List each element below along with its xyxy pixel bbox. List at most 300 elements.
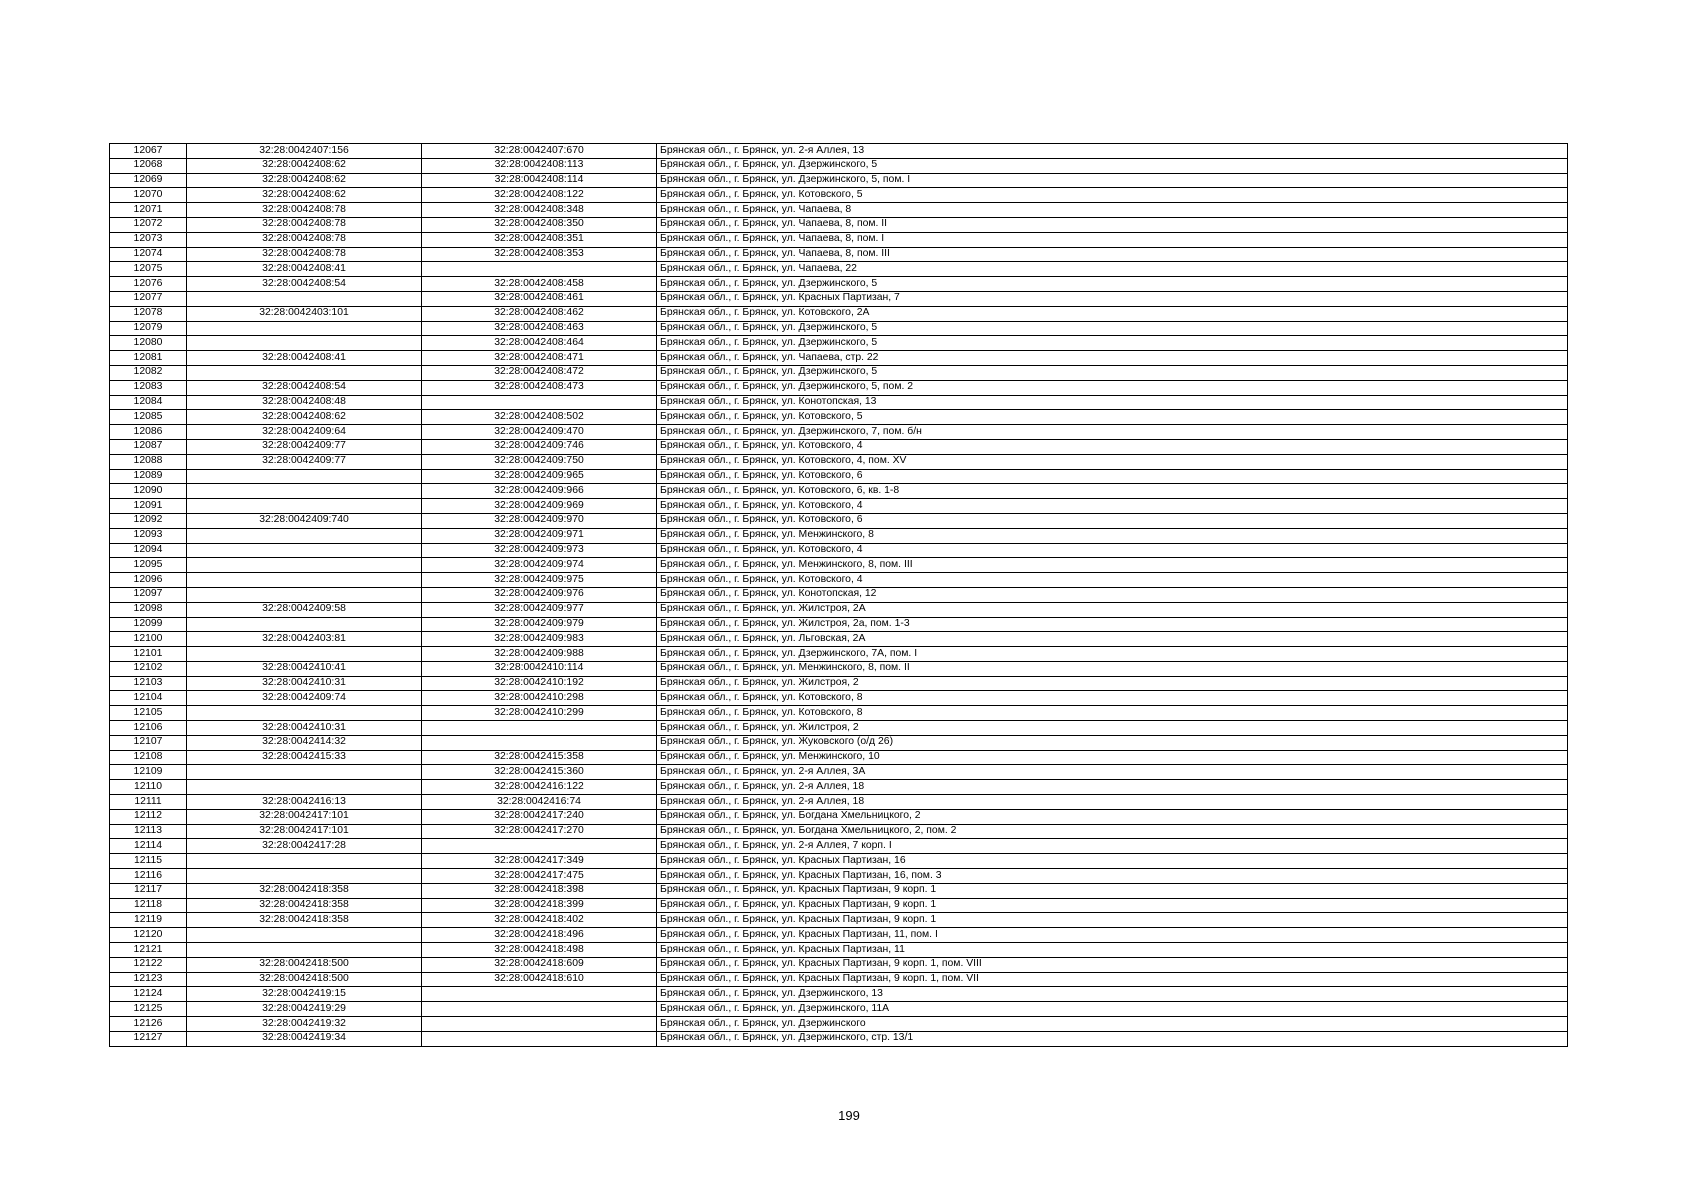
object-number-cell: 32:28:0042418:496 (422, 928, 657, 943)
land-parcel-number-cell (187, 558, 422, 573)
table-row (110, 765, 1568, 780)
row-number-cell: 12099 (110, 617, 187, 632)
object-number-cell: 32:28:0042418:498 (422, 943, 657, 958)
row-number-cell: 12101 (110, 647, 187, 662)
table-row (110, 217, 1568, 232)
address-cell: Брянская обл., г. Брянск, ул. 2-я Аллея, 13 (657, 144, 1568, 159)
object-number-cell (422, 839, 657, 854)
land-parcel-number-cell: 32:28:0042418:358 (187, 883, 422, 898)
row-number-cell: 12074 (110, 247, 187, 262)
row-number-cell: 12069 (110, 173, 187, 188)
table-row (110, 247, 1568, 262)
object-number-cell: 32:28:0042408:462 (422, 306, 657, 321)
land-parcel-number-cell: 32:28:0042408:78 (187, 203, 422, 218)
land-parcel-number-cell: 32:28:0042408:62 (187, 410, 422, 425)
object-number-cell: 32:28:0042408:461 (422, 291, 657, 306)
object-number-cell: 32:28:0042408:353 (422, 247, 657, 262)
object-number-cell: 32:28:0042407:670 (422, 144, 657, 159)
object-number-cell: 32:28:0042416:74 (422, 795, 657, 810)
land-parcel-number-cell: 32:28:0042418:500 (187, 972, 422, 987)
land-parcel-number-cell (187, 647, 422, 662)
land-parcel-number-cell: 32:28:0042417:101 (187, 809, 422, 824)
land-parcel-number-cell: 32:28:0042408:62 (187, 173, 422, 188)
row-number-cell: 12083 (110, 380, 187, 395)
address-cell: Брянская обл., г. Брянск, ул. Дзержинского, 5, пом. 2 (657, 380, 1568, 395)
table-row (110, 957, 1568, 972)
address-cell: Брянская обл., г. Брянск, ул. Жуковского (о/д 26) (657, 735, 1568, 750)
row-number-cell: 12075 (110, 262, 187, 277)
land-parcel-number-cell (187, 469, 422, 484)
address-cell: Брянская обл., г. Брянск, ул. Котовского, 6 (657, 469, 1568, 484)
table-row (110, 425, 1568, 440)
address-cell: Брянская обл., г. Брянск, ул. Дзержинского, 13 (657, 987, 1568, 1002)
object-number-cell: 32:28:0042408:113 (422, 158, 657, 173)
row-number-cell: 12114 (110, 839, 187, 854)
row-number-cell: 12085 (110, 410, 187, 425)
table-row (110, 158, 1568, 173)
row-number-cell: 12103 (110, 676, 187, 691)
object-number-cell: 32:28:0042417:349 (422, 854, 657, 869)
row-number-cell: 12117 (110, 883, 187, 898)
land-parcel-number-cell (187, 587, 422, 602)
land-parcel-number-cell: 32:28:0042408:54 (187, 380, 422, 395)
address-cell: Брянская обл., г. Брянск, ул. Котовского, 4 (657, 499, 1568, 514)
table-row (110, 661, 1568, 676)
address-cell: Брянская обл., г. Брянск, ул. Красных Партизан, 9 корп. 1 (657, 898, 1568, 913)
table-row (110, 854, 1568, 869)
object-number-cell: 32:28:0042408:463 (422, 321, 657, 336)
table-row (110, 943, 1568, 958)
land-parcel-number-cell (187, 854, 422, 869)
row-number-cell: 12086 (110, 425, 187, 440)
row-number-cell: 12115 (110, 854, 187, 869)
address-cell: Брянская обл., г. Брянск, ул. Дзержинского, 5 (657, 321, 1568, 336)
table-row (110, 839, 1568, 854)
table-row (110, 602, 1568, 617)
address-cell: Брянская обл., г. Брянск, ул. Красных Партизан, 9 корп. 1 (657, 883, 1568, 898)
row-number-cell: 12107 (110, 735, 187, 750)
row-number-cell: 12092 (110, 513, 187, 528)
table-row (110, 676, 1568, 691)
land-parcel-number-cell (187, 869, 422, 884)
object-number-cell: 32:28:0042409:976 (422, 587, 657, 602)
row-number-cell: 12126 (110, 1017, 187, 1032)
row-number-cell: 12070 (110, 188, 187, 203)
land-parcel-number-cell (187, 765, 422, 780)
row-number-cell: 12122 (110, 957, 187, 972)
address-cell: Брянская обл., г. Брянск, ул. Жилстроя, 2А (657, 602, 1568, 617)
object-number-cell: 32:28:0042409:965 (422, 469, 657, 484)
address-cell: Брянская обл., г. Брянск, ул. Дзержинского, 5 (657, 277, 1568, 292)
table-row (110, 972, 1568, 987)
row-number-cell: 12094 (110, 543, 187, 558)
land-parcel-number-cell (187, 365, 422, 380)
land-parcel-number-cell: 32:28:0042408:78 (187, 217, 422, 232)
table-row (110, 617, 1568, 632)
address-cell: Брянская обл., г. Брянск, ул. Котовского, 4 (657, 439, 1568, 454)
address-cell: Брянская обл., г. Брянск, ул. Дзержинского, 5 (657, 336, 1568, 351)
row-number-cell: 12087 (110, 439, 187, 454)
land-parcel-number-cell (187, 928, 422, 943)
land-parcel-number-cell: 32:28:0042415:33 (187, 750, 422, 765)
object-number-cell: 32:28:0042417:270 (422, 824, 657, 839)
address-cell: Брянская обл., г. Брянск, ул. Богдана Хмельницкого, 2, пом. 2 (657, 824, 1568, 839)
row-number-cell: 12071 (110, 203, 187, 218)
row-number-cell: 12068 (110, 158, 187, 173)
object-number-cell: 32:28:0042409:975 (422, 573, 657, 588)
row-number-cell: 12111 (110, 795, 187, 810)
object-number-cell: 32:28:0042408:473 (422, 380, 657, 395)
row-number-cell: 12081 (110, 351, 187, 366)
table-row (110, 750, 1568, 765)
object-number-cell (422, 987, 657, 1002)
table-row (110, 262, 1568, 277)
address-cell: Брянская обл., г. Брянск, ул. Котовского, 6 (657, 513, 1568, 528)
row-number-cell: 12109 (110, 765, 187, 780)
land-parcel-number-cell: 32:28:0042409:77 (187, 439, 422, 454)
table-row (110, 144, 1568, 159)
address-cell: Брянская обл., г. Брянск, ул. Красных Партизан, 9 корп. 1, пом. VII (657, 972, 1568, 987)
land-parcel-number-cell: 32:28:0042414:32 (187, 735, 422, 750)
address-cell: Брянская обл., г. Брянск, ул. Менжинского, 8, пом. II (657, 661, 1568, 676)
address-cell: Брянская обл., г. Брянск, ул. Конотопская, 13 (657, 395, 1568, 410)
table-row (110, 573, 1568, 588)
object-number-cell: 32:28:0042408:472 (422, 365, 657, 380)
land-parcel-number-cell: 32:28:0042403:101 (187, 306, 422, 321)
land-parcel-number-cell: 32:28:0042408:48 (187, 395, 422, 410)
table-row (110, 469, 1568, 484)
object-number-cell: 32:28:0042409:970 (422, 513, 657, 528)
land-parcel-number-cell: 32:28:0042419:29 (187, 1002, 422, 1017)
object-number-cell: 32:28:0042418:398 (422, 883, 657, 898)
table-row (110, 913, 1568, 928)
land-parcel-number-cell: 32:28:0042408:41 (187, 351, 422, 366)
row-number-cell: 12104 (110, 691, 187, 706)
table-row (110, 869, 1568, 884)
object-number-cell: 32:28:0042410:298 (422, 691, 657, 706)
row-number-cell: 12098 (110, 602, 187, 617)
table-row (110, 543, 1568, 558)
address-cell: Брянская обл., г. Брянск, ул. Котовского, 6, кв. 1-8 (657, 484, 1568, 499)
table-row (110, 291, 1568, 306)
land-parcel-number-cell: 32:28:0042409:74 (187, 691, 422, 706)
land-parcel-number-cell: 32:28:0042416:13 (187, 795, 422, 810)
object-number-cell: 32:28:0042409:988 (422, 647, 657, 662)
row-number-cell: 12084 (110, 395, 187, 410)
address-cell: Брянская обл., г. Брянск, ул. Чапаева, стр. 22 (657, 351, 1568, 366)
land-parcel-number-cell: 32:28:0042408:78 (187, 232, 422, 247)
address-cell: Брянская обл., г. Брянск, ул. Жилстроя, 2 (657, 721, 1568, 736)
table-row (110, 706, 1568, 721)
address-cell: Брянская обл., г. Брянск, ул. Чапаева, 8 (657, 203, 1568, 218)
land-parcel-number-cell (187, 528, 422, 543)
object-number-cell: 32:28:0042415:360 (422, 765, 657, 780)
table-row (110, 632, 1568, 647)
table-row (110, 795, 1568, 810)
object-number-cell: 32:28:0042417:240 (422, 809, 657, 824)
address-cell: Брянская обл., г. Брянск, ул. Красных Партизан, 16, пом. 3 (657, 869, 1568, 884)
address-cell: Брянская обл., г. Брянск, ул. Красных Партизан, 11 (657, 943, 1568, 958)
address-cell: Брянская обл., г. Брянск, ул. Котовского, 8 (657, 691, 1568, 706)
land-parcel-number-cell: 32:28:0042418:500 (187, 957, 422, 972)
table-row (110, 277, 1568, 292)
row-number-cell: 12112 (110, 809, 187, 824)
row-number-cell: 12123 (110, 972, 187, 987)
land-parcel-number-cell: 32:28:0042407:156 (187, 144, 422, 159)
land-parcel-number-cell (187, 617, 422, 632)
object-number-cell: 32:28:0042417:475 (422, 869, 657, 884)
address-cell: Брянская обл., г. Брянск, ул. 2-я Аллея, 18 (657, 795, 1568, 810)
land-parcel-number-cell (187, 499, 422, 514)
address-cell: Брянская обл., г. Брянск, ул. Дзержинского, 7А, пом. I (657, 647, 1568, 662)
table-row (110, 883, 1568, 898)
table-row (110, 824, 1568, 839)
land-parcel-number-cell: 32:28:0042417:28 (187, 839, 422, 854)
object-number-cell (422, 721, 657, 736)
address-cell: Брянская обл., г. Брянск, ул. Чапаева, 8, пом. III (657, 247, 1568, 262)
object-number-cell: 32:28:0042418:399 (422, 898, 657, 913)
registry-table (109, 143, 1568, 1047)
registry-table-body (110, 144, 1568, 1047)
address-cell: Брянская обл., г. Брянск, ул. Котовского, 4 (657, 543, 1568, 558)
address-cell: Брянская обл., г. Брянск, ул. Дзержинского, стр. 13/1 (657, 1031, 1568, 1046)
row-number-cell: 12082 (110, 365, 187, 380)
address-cell: Брянская обл., г. Брянск, ул. 2-я Аллея, 7 корп. I (657, 839, 1568, 854)
address-cell: Брянская обл., г. Брянск, ул. Дзержинского, 5 (657, 365, 1568, 380)
row-number-cell: 12124 (110, 987, 187, 1002)
table-row (110, 1017, 1568, 1032)
address-cell: Брянская обл., г. Брянск, ул. Менжинского, 8 (657, 528, 1568, 543)
land-parcel-number-cell: 32:28:0042409:58 (187, 602, 422, 617)
land-parcel-number-cell (187, 484, 422, 499)
table-row (110, 587, 1568, 602)
object-number-cell: 32:28:0042410:114 (422, 661, 657, 676)
object-number-cell (422, 735, 657, 750)
table-row (110, 809, 1568, 824)
row-number-cell: 12079 (110, 321, 187, 336)
row-number-cell: 12078 (110, 306, 187, 321)
object-number-cell: 32:28:0042408:122 (422, 188, 657, 203)
table-row (110, 721, 1568, 736)
address-cell: Брянская обл., г. Брянск, ул. Чапаева, 22 (657, 262, 1568, 277)
table-row (110, 691, 1568, 706)
land-parcel-number-cell: 32:28:0042410:31 (187, 676, 422, 691)
object-number-cell: 32:28:0042410:192 (422, 676, 657, 691)
object-number-cell (422, 1017, 657, 1032)
table-row (110, 232, 1568, 247)
object-number-cell: 32:28:0042409:983 (422, 632, 657, 647)
address-cell: Брянская обл., г. Брянск, ул. Дзержинского, 5 (657, 158, 1568, 173)
row-number-cell: 12072 (110, 217, 187, 232)
table-row (110, 203, 1568, 218)
row-number-cell: 12102 (110, 661, 187, 676)
land-parcel-number-cell: 32:28:0042409:64 (187, 425, 422, 440)
object-number-cell: 32:28:0042409:750 (422, 454, 657, 469)
row-number-cell: 12125 (110, 1002, 187, 1017)
land-parcel-number-cell: 32:28:0042408:41 (187, 262, 422, 277)
address-cell: Брянская обл., г. Брянск, ул. Дзержинского (657, 1017, 1568, 1032)
land-parcel-number-cell: 32:28:0042410:41 (187, 661, 422, 676)
object-number-cell: 32:28:0042415:358 (422, 750, 657, 765)
table-row (110, 735, 1568, 750)
land-parcel-number-cell: 32:28:0042408:62 (187, 158, 422, 173)
land-parcel-number-cell: 32:28:0042408:54 (187, 277, 422, 292)
object-number-cell: 32:28:0042409:977 (422, 602, 657, 617)
land-parcel-number-cell (187, 573, 422, 588)
table-row (110, 513, 1568, 528)
object-number-cell: 32:28:0042408:348 (422, 203, 657, 218)
table-row (110, 987, 1568, 1002)
land-parcel-number-cell: 32:28:0042408:62 (187, 188, 422, 203)
object-number-cell: 32:28:0042408:502 (422, 410, 657, 425)
table-row (110, 499, 1568, 514)
address-cell: Брянская обл., г. Брянск, ул. Конотопская, 12 (657, 587, 1568, 602)
address-cell: Брянская обл., г. Брянск, ул. Котовского, 2А (657, 306, 1568, 321)
row-number-cell: 12121 (110, 943, 187, 958)
address-cell: Брянская обл., г. Брянск, ул. Дзержинского, 5, пом. I (657, 173, 1568, 188)
row-number-cell: 12089 (110, 469, 187, 484)
object-number-cell: 32:28:0042409:973 (422, 543, 657, 558)
land-parcel-number-cell: 32:28:0042419:15 (187, 987, 422, 1002)
table-row (110, 351, 1568, 366)
address-cell: Брянская обл., г. Брянск, ул. Богдана Хмельницкого, 2 (657, 809, 1568, 824)
land-parcel-number-cell: 32:28:0042418:358 (187, 913, 422, 928)
address-cell: Брянская обл., г. Брянск, ул. Котовского, 5 (657, 188, 1568, 203)
object-number-cell: 32:28:0042408:350 (422, 217, 657, 232)
object-number-cell: 32:28:0042408:351 (422, 232, 657, 247)
object-number-cell (422, 395, 657, 410)
address-cell: Брянская обл., г. Брянск, ул. Котовского, 8 (657, 706, 1568, 721)
row-number-cell: 12096 (110, 573, 187, 588)
row-number-cell: 12105 (110, 706, 187, 721)
address-cell: Брянская обл., г. Брянск, ул. Дзержинского, 7, пом. б/н (657, 425, 1568, 440)
row-number-cell: 12119 (110, 913, 187, 928)
address-cell: Брянская обл., г. Брянск, ул. 2-я Аллея, 3А (657, 765, 1568, 780)
land-parcel-number-cell (187, 321, 422, 336)
land-parcel-number-cell: 32:28:0042403:81 (187, 632, 422, 647)
object-number-cell (422, 262, 657, 277)
table-row (110, 528, 1568, 543)
object-number-cell: 32:28:0042409:971 (422, 528, 657, 543)
address-cell: Брянская обл., г. Брянск, ул. Котовского, 4, пом. XV (657, 454, 1568, 469)
address-cell: Брянская обл., г. Брянск, ул. Жилстроя, 2а, пом. 1-3 (657, 617, 1568, 632)
table-row (110, 306, 1568, 321)
row-number-cell: 12116 (110, 869, 187, 884)
land-parcel-number-cell (187, 780, 422, 795)
row-number-cell: 12090 (110, 484, 187, 499)
row-number-cell: 12108 (110, 750, 187, 765)
object-number-cell: 32:28:0042409:470 (422, 425, 657, 440)
land-parcel-number-cell: 32:28:0042417:101 (187, 824, 422, 839)
row-number-cell: 12097 (110, 587, 187, 602)
land-parcel-number-cell: 32:28:0042410:31 (187, 721, 422, 736)
address-cell: Брянская обл., г. Брянск, ул. Красных Партизан, 16 (657, 854, 1568, 869)
land-parcel-number-cell: 32:28:0042409:77 (187, 454, 422, 469)
address-cell: Брянская обл., г. Брянск, ул. Котовского, 5 (657, 410, 1568, 425)
address-cell: Брянская обл., г. Брянск, ул. Менжинского, 10 (657, 750, 1568, 765)
table-row (110, 928, 1568, 943)
land-parcel-number-cell (187, 706, 422, 721)
table-row (110, 395, 1568, 410)
object-number-cell (422, 1031, 657, 1046)
table-row (110, 173, 1568, 188)
row-number-cell: 12080 (110, 336, 187, 351)
row-number-cell: 12118 (110, 898, 187, 913)
row-number-cell: 12076 (110, 277, 187, 292)
row-number-cell: 12110 (110, 780, 187, 795)
table-row (110, 898, 1568, 913)
land-parcel-number-cell (187, 543, 422, 558)
address-cell: Брянская обл., г. Брянск, ул. Котовского, 4 (657, 573, 1568, 588)
object-number-cell: 32:28:0042409:746 (422, 439, 657, 454)
address-cell: Брянская обл., г. Брянск, ул. Дзержинского, 11А (657, 1002, 1568, 1017)
row-number-cell: 12113 (110, 824, 187, 839)
table-row (110, 484, 1568, 499)
object-number-cell: 32:28:0042409:974 (422, 558, 657, 573)
page-number: 199 (838, 1108, 860, 1123)
table-row (110, 336, 1568, 351)
object-number-cell: 32:28:0042418:610 (422, 972, 657, 987)
table-row (110, 558, 1568, 573)
row-number-cell: 12095 (110, 558, 187, 573)
row-number-cell: 12093 (110, 528, 187, 543)
object-number-cell: 32:28:0042408:458 (422, 277, 657, 292)
object-number-cell: 32:28:0042410:299 (422, 706, 657, 721)
land-parcel-number-cell: 32:28:0042418:358 (187, 898, 422, 913)
land-parcel-number-cell: 32:28:0042408:78 (187, 247, 422, 262)
table-row (110, 410, 1568, 425)
row-number-cell: 12120 (110, 928, 187, 943)
object-number-cell: 32:28:0042408:114 (422, 173, 657, 188)
object-number-cell: 32:28:0042418:609 (422, 957, 657, 972)
land-parcel-number-cell (187, 943, 422, 958)
table-row (110, 380, 1568, 395)
table-row (110, 647, 1568, 662)
address-cell: Брянская обл., г. Брянск, ул. 2-я Аллея, 18 (657, 780, 1568, 795)
table-row (110, 1031, 1568, 1046)
address-cell: Брянская обл., г. Брянск, ул. Льговская, 2А (657, 632, 1568, 647)
address-cell: Брянская обл., г. Брянск, ул. Красных Партизан, 11, пом. I (657, 928, 1568, 943)
row-number-cell: 12067 (110, 144, 187, 159)
address-cell: Брянская обл., г. Брянск, ул. Красных Партизан, 9 корп. 1, пом. VIII (657, 957, 1568, 972)
table-row (110, 321, 1568, 336)
row-number-cell: 12100 (110, 632, 187, 647)
land-parcel-number-cell: 32:28:0042419:32 (187, 1017, 422, 1032)
address-cell: Брянская обл., г. Брянск, ул. Красных Партизан, 7 (657, 291, 1568, 306)
row-number-cell: 12127 (110, 1031, 187, 1046)
table-row (110, 365, 1568, 380)
table-row (110, 780, 1568, 795)
object-number-cell: 32:28:0042408:471 (422, 351, 657, 366)
row-number-cell: 12077 (110, 291, 187, 306)
object-number-cell: 32:28:0042408:464 (422, 336, 657, 351)
address-cell: Брянская обл., г. Брянск, ул. Менжинского, 8, пом. III (657, 558, 1568, 573)
land-parcel-number-cell (187, 336, 422, 351)
object-number-cell (422, 1002, 657, 1017)
object-number-cell: 32:28:0042409:966 (422, 484, 657, 499)
table-row (110, 439, 1568, 454)
land-parcel-number-cell (187, 291, 422, 306)
address-cell: Брянская обл., г. Брянск, ул. Чапаева, 8, пом. II (657, 217, 1568, 232)
object-number-cell: 32:28:0042409:969 (422, 499, 657, 514)
row-number-cell: 12073 (110, 232, 187, 247)
table-row (110, 188, 1568, 203)
object-number-cell: 32:28:0042418:402 (422, 913, 657, 928)
address-cell: Брянская обл., г. Брянск, ул. Чапаева, 8, пом. I (657, 232, 1568, 247)
table-row (110, 1002, 1568, 1017)
land-parcel-number-cell: 32:28:0042409:740 (187, 513, 422, 528)
object-number-cell: 32:28:0042409:979 (422, 617, 657, 632)
